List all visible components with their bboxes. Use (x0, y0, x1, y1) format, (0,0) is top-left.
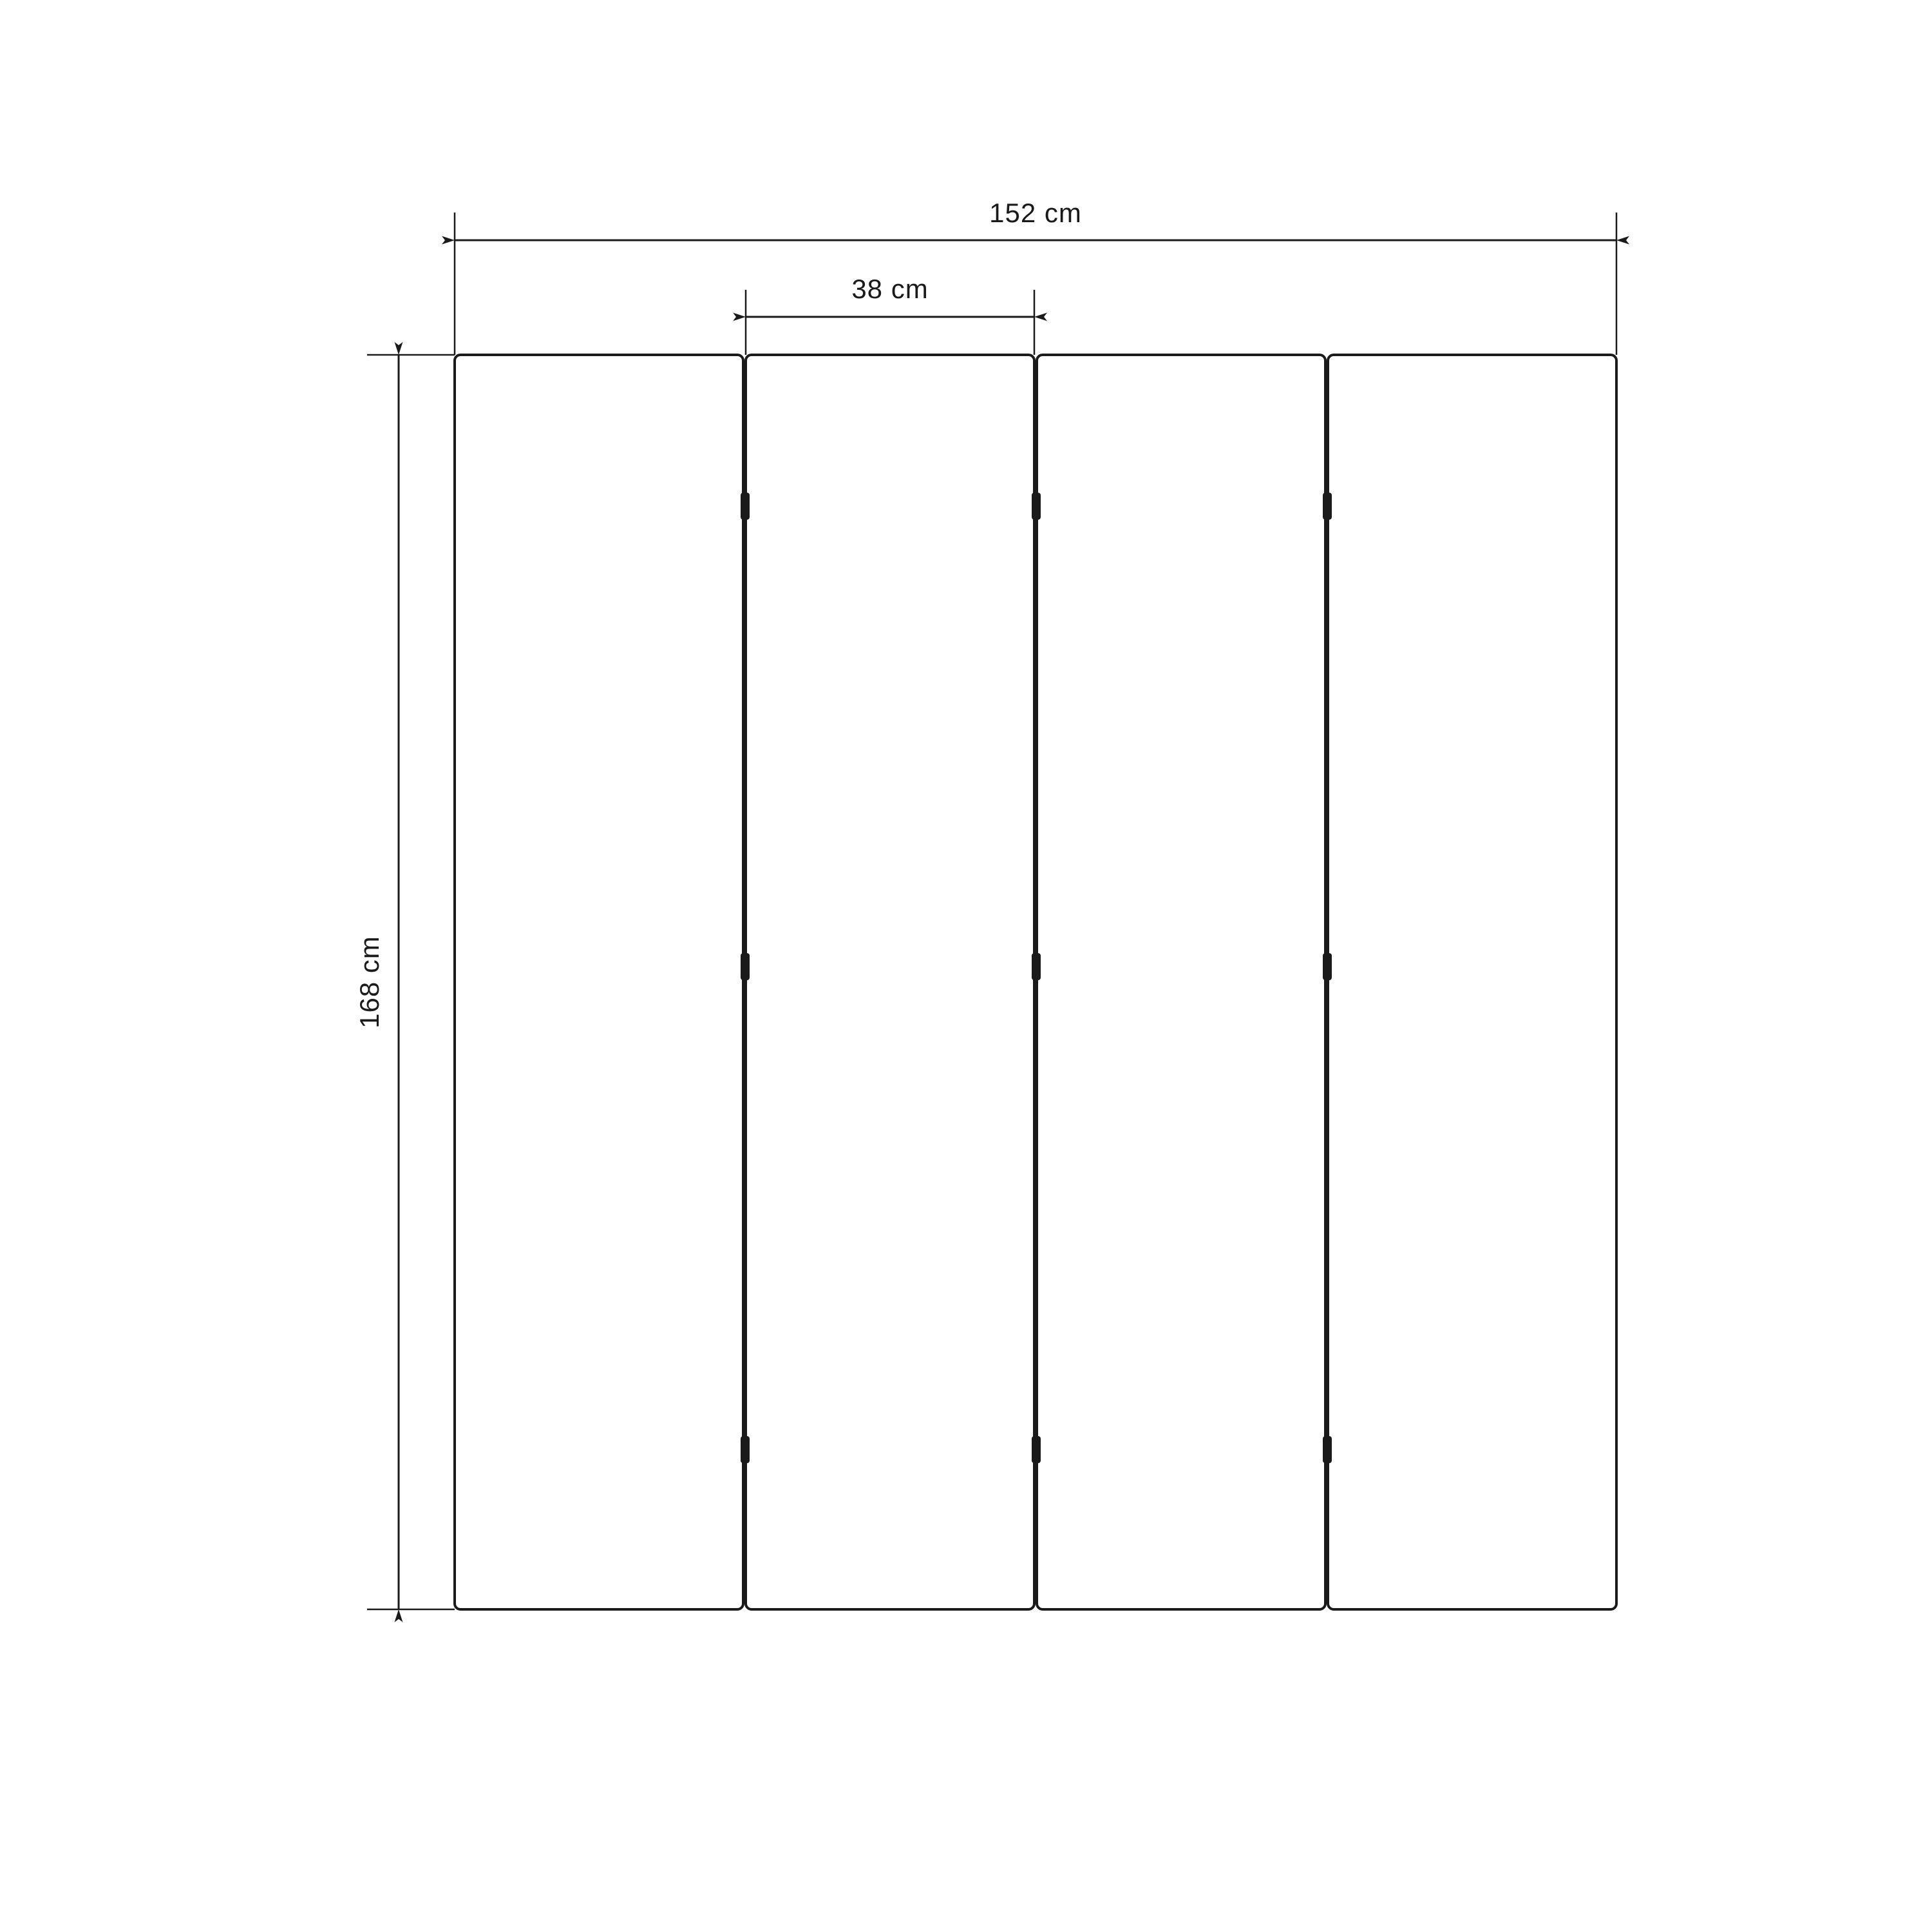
panel-3 (1037, 355, 1325, 1609)
panel-2 (746, 355, 1034, 1609)
panel-group (455, 355, 1616, 1609)
hinge-icon (1032, 953, 1041, 980)
hinge-icon (741, 493, 750, 520)
total-width-label: 152 cm (989, 198, 1082, 228)
hinge-icon (1323, 1436, 1332, 1463)
hinge-icon (741, 1436, 750, 1463)
hinge-icon (741, 953, 750, 980)
hinge-icon (1032, 1436, 1041, 1463)
panel-width-label: 38 cm (851, 274, 929, 304)
hinge-icon (1032, 493, 1041, 520)
panel-4 (1328, 355, 1616, 1609)
hinge-icon (1323, 493, 1332, 520)
hinge-icon (1323, 953, 1332, 980)
dimension-total-width (455, 213, 1616, 355)
height-label: 168 cm (354, 936, 384, 1028)
panel-1 (455, 355, 743, 1609)
